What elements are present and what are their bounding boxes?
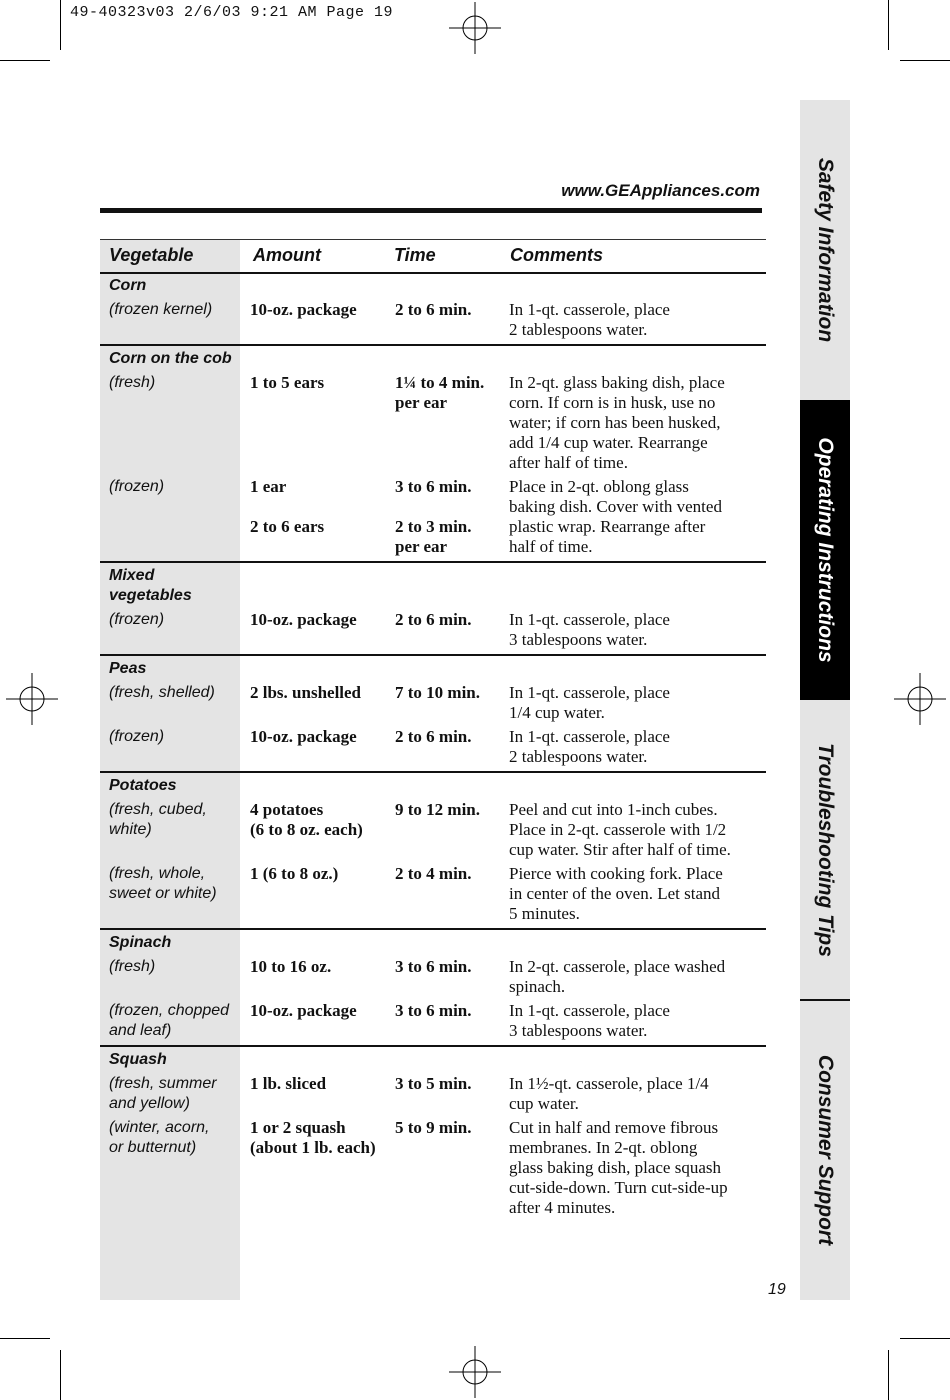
amount-cell: 1 (6 to 8 oz.)	[250, 864, 339, 883]
amount-cell: 10-oz. package	[250, 727, 357, 746]
comments-cell: Pierce with cooking fork. Place in center of the oven. Let stand 5 minutes.	[509, 864, 723, 923]
comments-cell: In 2-qt. glass baking dish, place corn. If corn is in husk, use no water; if corn has been husked, add 1/4 cup water. Rearrange after half of time.	[509, 373, 725, 472]
table-row	[100, 800, 766, 860]
sidebar-tab-label: Operating Instructions	[814, 437, 837, 663]
print-slug: 49-40323v03 2/6/03 9:21 AM Page 19	[70, 4, 394, 21]
comments-cell: In 1-qt. casserole, place 3 tablespoons water.	[509, 610, 670, 649]
vegetable-group	[100, 346, 766, 563]
amount-cell: 1 or 2 squash (about 1 lb. each)	[250, 1118, 376, 1157]
vegetable-group	[100, 1047, 766, 1222]
sidebar-tab-troubleshooting-tips[interactable]	[800, 700, 850, 1000]
comments-cell: In 1-qt. casserole, place 2 tablespoons water.	[509, 300, 670, 339]
column-header-vegetable: Vegetable	[109, 245, 194, 265]
sidebar-tab-label: Consumer Support	[814, 1054, 837, 1246]
vegetable-cell: (fresh, shelled)	[109, 684, 215, 701]
column-header-comments: Comments	[510, 245, 604, 265]
vegetable-cell: (fresh, whole, sweet or white)	[109, 865, 217, 902]
vegetable-group	[100, 273, 766, 346]
comments-cell: In 1-qt. casserole, place 2 tablespoons water.	[509, 727, 670, 766]
vegetable-group-name: Potatoes	[109, 777, 177, 794]
page-number: 19	[768, 1281, 786, 1298]
comments-cell: In 1½-qt. casserole, place 1/4 cup water.	[509, 1074, 709, 1113]
crop-mark	[60, 0, 61, 50]
table-row	[100, 477, 766, 557]
column-header-amount: Amount	[253, 245, 321, 265]
comments-cell: Place in 2-qt. oblong glass baking dish. Cover with vented plastic wrap. Rearrange after half of time.	[509, 477, 722, 556]
sidebar-tab-label: Troubleshooting Tips	[814, 743, 837, 957]
registration-mark-icon	[447, 1344, 503, 1400]
time-cell: 2 to 6 min.	[395, 727, 472, 746]
comments-cell: In 1-qt. casserole, place 3 tablespoons water.	[509, 1001, 670, 1040]
table-row	[100, 300, 766, 340]
table-row	[100, 683, 766, 723]
vegetable-cell: (fresh)	[109, 958, 156, 975]
comments-cell: In 2-qt. casserole, place washed spinach.	[509, 957, 726, 996]
vegetable-cell: (frozen)	[109, 478, 165, 495]
vegetable-cell: (frozen)	[109, 728, 165, 745]
vegetable-cell: (fresh, summer and yellow)	[109, 1075, 217, 1112]
amount-cell: 10-oz. package	[250, 1001, 357, 1020]
crop-mark	[900, 1338, 950, 1339]
comments-cell: Peel and cut into 1-inch cubes. Place in 2-qt. casserole with 1/2 cup water. Stir after half of time.	[509, 800, 731, 859]
time-cell: 5 to 9 min.	[395, 1118, 472, 1137]
amount-cell: 1 ear 2 to 6 ears	[250, 477, 325, 536]
registration-mark-icon	[892, 671, 948, 727]
time-cell: 7 to 10 min.	[395, 683, 480, 702]
section-sidebar	[800, 100, 850, 1300]
vegetable-cell: (winter, acorn, or butternut)	[109, 1119, 210, 1156]
website-url: www.GEAppliances.com	[561, 181, 760, 200]
sidebar-tab-operating-instructions[interactable]	[800, 400, 850, 700]
time-cell: 9 to 12 min.	[395, 800, 480, 819]
vegetable-group	[100, 563, 766, 656]
time-cell: 2 to 6 min.	[395, 610, 472, 629]
crop-mark	[900, 60, 950, 61]
vegetable-cell: (frozen)	[109, 611, 165, 628]
vegetable-group-name: Spinach	[109, 934, 172, 951]
table-row	[100, 727, 766, 767]
header-rule	[100, 208, 762, 213]
vegetable-cell: (frozen, chopped and leaf)	[109, 1002, 230, 1039]
time-cell: 2 to 4 min.	[395, 864, 472, 883]
vegetable-group-name: Peas	[109, 660, 147, 677]
registration-mark-icon	[447, 0, 503, 56]
amount-cell: 10-oz. package	[250, 610, 357, 629]
table-row	[100, 957, 766, 997]
crop-mark	[888, 1350, 889, 1400]
crop-mark	[888, 0, 889, 50]
table-row	[100, 610, 766, 650]
vegetable-group	[100, 773, 766, 930]
vegetable-cooking-table	[100, 273, 766, 1222]
amount-cell: 4 potatoes (6 to 8 oz. each)	[250, 800, 363, 839]
time-cell: 3 to 6 min.	[395, 1001, 472, 1020]
table-header	[100, 239, 766, 274]
vegetable-cell: (frozen kernel)	[109, 301, 213, 318]
amount-cell: 1 to 5 ears	[250, 373, 325, 392]
crop-mark	[0, 60, 50, 61]
column-header-time: Time	[394, 245, 436, 265]
time-cell: 1¼ to 4 min. per ear	[395, 373, 485, 412]
time-cell: 3 to 6 min. 2 to 3 min. per ear	[395, 477, 472, 556]
amount-cell: 10-oz. package	[250, 300, 357, 319]
vegetable-group-name: Squash	[109, 1051, 167, 1068]
vegetable-group	[100, 930, 766, 1047]
table-row	[100, 1074, 766, 1114]
crop-mark	[0, 1338, 50, 1339]
registration-mark-icon	[4, 671, 60, 727]
sidebar-tab-label: Safety Information	[814, 157, 837, 343]
table-row	[100, 373, 766, 473]
time-cell: 3 to 6 min.	[395, 957, 472, 976]
comments-cell: In 1-qt. casserole, place 1/4 cup water.	[509, 683, 670, 722]
vegetable-group-name: Corn	[109, 277, 147, 294]
comments-cell: Cut in half and remove fibrous membranes. In 2-qt. oblong glass baking dish, place squash cut-side-down. Turn cut-side-up after 4 minutes.	[509, 1118, 728, 1217]
sidebar-tab-safety-information[interactable]	[800, 100, 850, 400]
amount-cell: 10 to 16 oz.	[250, 957, 332, 976]
table-row	[100, 1118, 766, 1218]
table-row	[100, 1001, 766, 1041]
vegetable-group-name: Mixed vegetables	[109, 567, 192, 604]
amount-cell: 1 lb. sliced	[250, 1074, 327, 1093]
crop-mark	[60, 1350, 61, 1400]
vegetable-cell: (fresh)	[109, 374, 156, 391]
table-row	[100, 864, 766, 924]
amount-cell: 2 lbs. unshelled	[250, 683, 362, 702]
vegetable-group-name: Corn on the cob	[109, 350, 232, 367]
vegetable-cell: (fresh, cubed, white)	[109, 801, 207, 838]
time-cell: 2 to 6 min.	[395, 300, 472, 319]
time-cell: 3 to 5 min.	[395, 1074, 472, 1093]
vegetable-group	[100, 656, 766, 773]
sidebar-tab-consumer-support[interactable]	[800, 1000, 850, 1300]
